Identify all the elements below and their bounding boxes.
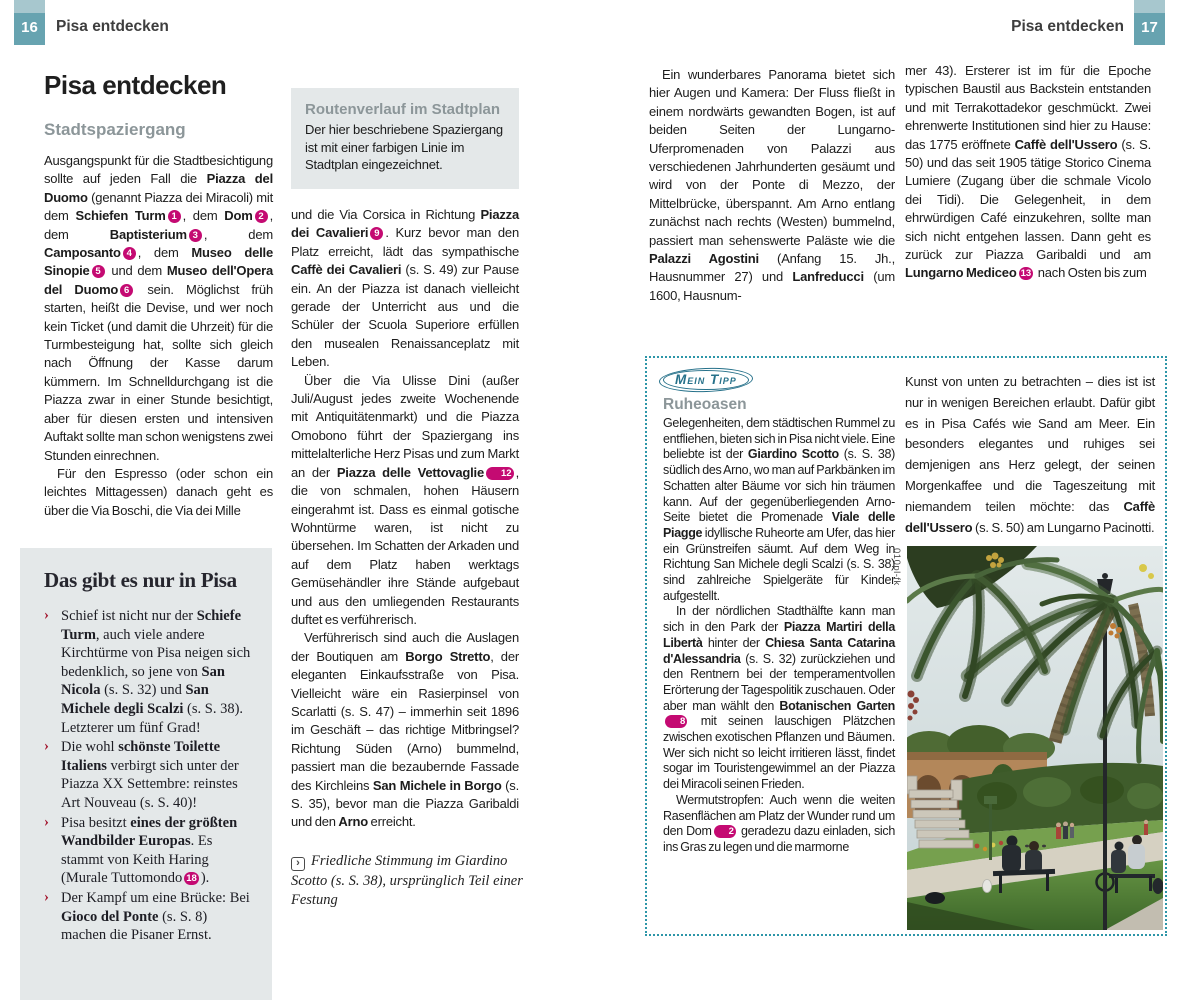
map-marker-12: 12	[486, 467, 514, 480]
paragraph: Für den Espresso (oder schon ein leichtes Mittagessen) danach geht es über die Via Boschi, die Via dei Mille	[44, 465, 273, 518]
paragraph: In der nördlichen Stadthälfte kann man sich in den Park der Piazza Martiri della Libertà hinter der Chiesa Santa Catarina d'Alessandria (s. S. 32) zurückziehen und den Rentnern bei der temperamentvollen Erörterung der Tagespolitik zuschauen. Oder aber man wählt den Botanischen Garten8 mit seinen lauschigen Plätzchen zwischen exotischen Pflanzen und Bäumen. Wer sich nicht so leicht irritieren lässt, findet sogar im Touristengewimmel an der Piazza dei Miracoli seinen Frieden.	[663, 604, 895, 792]
chevron-bullet-icon: ›	[44, 738, 49, 755]
map-marker-1: 1	[168, 210, 181, 223]
page-number-tab-right	[1134, 0, 1165, 45]
tab-top-strip	[14, 0, 45, 13]
left-page-column-2	[291, 206, 519, 832]
chevron-bullet-icon: ›	[44, 813, 49, 830]
paragraph: und die Via Corsica in Richtung Piazza dei Cavalieri 9 . Kurz bevor man den Platz erreicht, lädt das sympathische Caffè dei Cavalieri (s. S. 49) zur Pause ein. An der Piazza ist danach vielleicht gerade der Unterricht aus und die Schüler der Scuola Superiore erfüllen den musealen Renaissanceplatz mit Leben.	[291, 207, 519, 370]
paragraph: Gelegenheiten, dem städtischen Rummel zu entfliehen, bieten sich in Pisa nicht viele. Eine beliebte ist der Giardino Scotto (s. S. 38) südlich des Arno, wo man auf Parkbänken im Schatten alter Bäume vor sich hin träumen kann. Auf der gegenüberliegenden Arno-Seite bietet die Promenade Viale delle Piagge idyllische Ruheorte am Ufer, das hier ein Grünstreifen säumt. Auf dem Weg in Richtung San Michele degli Scalzi (s. S. 38) sind zahlreiche Spielgeräte für Kinder aufgestellt.	[663, 416, 895, 603]
list-item-text: Die wohl schönste Toilette Italiens verbirgt sich unter der Piazza XX Settembre: reinstes Art Nouveau (s. S. 40)!	[61, 739, 239, 811]
map-marker-8: 8	[665, 715, 687, 728]
list-item-text: Schief ist nicht nur der Schiefe Turm, auch viele andere Kirchtürme von Pisa neigen sich bedenklich, so jene von San Nicola (s. S. 32) und San Michele degli Scalzi (s. S. 38). Letzterer um fünf Grad!	[61, 608, 251, 736]
photo-ref-icon: ›	[291, 857, 305, 871]
page-number-left: 16	[21, 19, 38, 36]
list-item	[44, 607, 254, 737]
map-marker-6: 6	[120, 284, 133, 297]
list-item-text: Pisa besitzt eines der größten Wandbilder Europas. Es stammt von Keith Haring (Murale Tuttomondo 18 ).	[61, 814, 238, 887]
tip-column-right	[905, 372, 1155, 538]
route-info-box	[291, 88, 519, 189]
map-marker-2: 2	[714, 825, 736, 838]
paragraph: Ein wunderbares Panorama bietet sich hier Augen und Kamera: Der Fluss fließt in einem nordwärts gewandten Bogen, ist auf beiden Seiten der Lungarno-Uferpromenaden von Palazzi aus verschiedenen Jahrhunderten gesäumt und wird von der Ponte di Mezzo, der Mittelbrücke, überspannt. Am Arno entlang zunächst nach rechts (Westen) bummelnd, passiert man sehenswerte Paläste wie die Palazzi Agostini (Anfang 15. Jh., Hausnummer 27) und Lanfreducci (um 1600, Hausnum-	[649, 67, 896, 303]
chevron-bullet-icon: ›	[44, 888, 49, 905]
page-number-right: 17	[1141, 19, 1158, 36]
mein-tipp-badge	[663, 370, 749, 390]
tab-top-strip	[1134, 0, 1165, 13]
map-marker-13: 13	[1020, 268, 1032, 280]
tip-column-left	[663, 416, 895, 856]
mein-tipp-box	[645, 356, 1167, 936]
right-page-column-2	[905, 62, 1151, 283]
map-marker-18: 18	[186, 873, 197, 885]
map-marker-2: 2	[255, 210, 268, 223]
map-marker-9: 9	[370, 227, 383, 240]
paragraph: Ausgangspunkt für die Stadtbesichtigung sollte auf jeden Fall die Piazza del Duomo (genannt Piazza dei Miracoli) mit dem Schiefen Turm 1 , dem Dom 2 , dem Baptisterium 3 , dem Camposanto 4 , dem Museo delle Sinopie 5 und dem Museo dell'Opera del Duomo 6 sein. Möglichst früh starten, heißt die Devise, und wer noch kein Ticket (und damit die Uhrzeit) für die Turmbesteigung hat, sollte sich gleich nach Öffnung der Kasse darum kümmern. Im Schnelldurchgang ist die Piazza zwar in einer Stunde besichtigt, aber für diesen ersten und intensiven Auftakt sollte man schon wenigstens zwei Stunden einrechnen.	[44, 153, 273, 463]
map-marker-3: 3	[189, 229, 202, 242]
running-head-left: Pisa entdecken	[56, 18, 169, 35]
tip-title: Ruheoasen	[663, 396, 747, 413]
unique-in-pisa-box	[20, 548, 272, 1000]
running-head-right: Pisa entdecken	[1011, 18, 1124, 35]
paragraph: mer 43). Ersterer ist im für die Epoche typischen Baustil aus Backstein entstanden und mit Terrakottadekor geschmückt. Zwei ehrenwerte Institutionen sind hier zu Hause: das 1775 eröffnete Caffè dell'Ussero (s. S. 50) und das seit 1905 tätige Storico Cinema Lumiere (Zugang über die schmale Vicolo dei Tidi). Die Gelegenheit, in dem ehrwürdigen Café einzukehren, sollte man sich nicht entgehen lassen. Dann geht es zurück zur Piazza Garibaldi und am Lungarno Mediceo 13 nach Osten bis zum	[905, 63, 1151, 281]
list-item	[44, 738, 254, 812]
photo-caption	[291, 852, 523, 911]
photo-caption-text: Friedliche Stimmung im Giardino Scotto (s. S. 38), ursprünglich Teil einer Festung	[291, 853, 523, 908]
park-photo-illustration	[907, 546, 1163, 930]
badge-label: Mein Tipp	[675, 372, 737, 387]
paragraph: Kunst von unten zu betrachten – dies ist ist nur in wenigen Bereichen erlaubt. Dafür gibt es in Pisa Cafés wie Sand am Meer. Ein besonders elegantes und ruhiges sei demjenigen ans Herz gelegt, der seinen Morgenkaffee und die Tageszeitung mit niemandem teilen möchte: das Caffè dell'Ussero (s. S. 50) am Lungarno Pacinotti.	[905, 374, 1155, 535]
box-title: Routenverlauf im Stadtplan	[305, 101, 501, 118]
list-item-text: Der Kampf um eine Brücke: Bei Gioco del Ponte (s. S. 8) machen die Pisaner Ernst.	[61, 889, 250, 944]
list-item	[44, 889, 254, 945]
box-title: Das gibt es nur in Pisa	[44, 568, 237, 592]
chevron-bullet-icon: ›	[44, 607, 49, 623]
paragraph: Über die Via Ulisse Dini (außer Juli/August jedes zweite Wochenende mit Antiquitätenmarkt) und die Piazza Omobono führt der Spaziergang ins mittelalterliche Herz Pisas und zum Markt an der Piazza delle Vettovaglie 12 , die von schmalen, hohen Häusern eingerahmt ist. Dass es einmal gotische Wohntürme waren, ist nicht zu übersehen. Im Schatten der Arkaden und auf dem Platz haben werktags Gemüsehändler ihre Stände aufgebaut und aus den umliegenden Restaurants duftet es verführerisch.	[291, 372, 519, 627]
page-title: Pisa entdecken	[44, 70, 227, 100]
left-page-column-1	[44, 152, 273, 520]
page-number-tab-left	[14, 0, 45, 45]
paragraph: Wermutstropfen: Auch wenn die weiten Rasenflächen am Platz der Wunder rund um den Dom 2 geradezu dazu einladen, sich ins Gras zu legen und die marmorne	[663, 792, 895, 854]
unique-list	[44, 607, 254, 945]
map-marker-5: 5	[92, 265, 105, 278]
list-item	[44, 814, 254, 888]
photo-credit: 010pl-fk	[891, 548, 902, 586]
section-subtitle: Stadtspaziergang	[44, 120, 186, 139]
paragraph: Verführerisch sind auch die Auslagen der Boutiquen am Borgo Stretto, der eleganten Einkaufsstraße von Pisa. Vielleicht wäre ein Rasierpinsel von Scarlatti (s. S. 47) – immerhin seit 1896 im Geschäft – das richtige Mitbringsel? Richtung Süden (Arno) bummelnd, passiert man die bezaubernde Fassade des Kirchleins San Michele in Borgo (s. S. 35), bevor man die Piazza Garibaldi und den Arno erreicht.	[291, 630, 519, 830]
right-page-column-1	[649, 66, 895, 305]
map-marker-4: 4	[123, 247, 136, 260]
giardino-scotto-photo	[907, 546, 1163, 930]
box-text: Der hier beschriebene Spaziergang ist mit einer farbigen Linie im Stadtplan eingezeichnet.	[305, 122, 503, 173]
